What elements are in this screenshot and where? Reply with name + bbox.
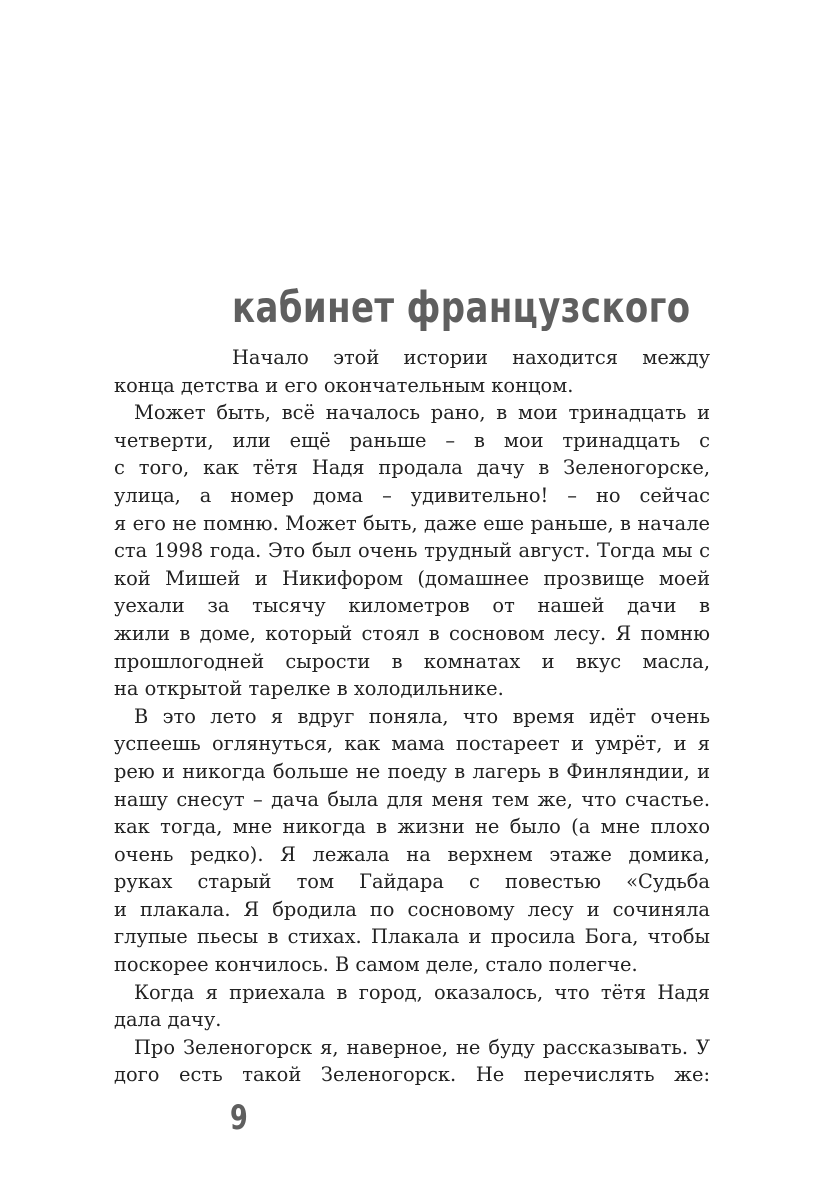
text-line: жили в доме, который стоял в сосновом лесу. Я помню [114, 621, 710, 645]
text-line: Начало этой истории находится между [232, 346, 710, 369]
text-line: и плакала. Я бродила по сосновому лесу и сочиняла [114, 897, 710, 921]
text-line: глупые пьесы в стихах. Плакала и просила Бога, чтобы [114, 925, 710, 949]
text-line: дого есть такой Зеленогорск. Не перечислять же: [114, 1063, 710, 1087]
text-line: четверти, или ещё раньше – в мои тринадцать с [114, 428, 710, 452]
text-line: улица, а номер дома – удивительно! – но сейчас [114, 483, 710, 507]
text-line: поскорее кончилось. В самом деле, стало полегче. [114, 953, 638, 977]
text-line: очень редко). Я лежала на верхнем этаже домика, [114, 842, 710, 866]
text-line: дала дачу. [114, 1008, 222, 1032]
text-line: руках старый том Гайдара с повестью «Судьба [114, 870, 710, 894]
text-line: Может быть, всё началось рано, в мои тринадцать и [134, 401, 710, 425]
text-line: конца детства и его окончательным концом. [114, 373, 574, 397]
text-line: Про Зеленогорск я, наверное, не буду рассказывать. У [134, 1035, 710, 1059]
body-text [114, 344, 710, 1089]
page-number: 9 [230, 1098, 248, 1138]
text-line: прошлогодней сырости в комнатах и вкус масла, [114, 649, 710, 673]
text-line: В это лето я вдруг поняла, что время идёт очень [134, 704, 710, 728]
text-line: на открытой тарелке в холодильнике. [114, 677, 504, 701]
text-line: кой Мишей и Никифором (домашнее прозвище моей [114, 566, 710, 590]
text-line: ста 1998 года. Это был очень трудный август. Тогда мы с [114, 539, 710, 563]
text-line: нашу снесут – дача была для меня тем же, что счастье. [114, 787, 710, 811]
text-line: рею и никогда больше не поеду в лагерь в Финляндии, и [114, 759, 710, 783]
text-line: уехали за тысячу километров от нашей дачи в [114, 594, 710, 618]
text-line: Когда я приехала в город, оказалось, что тётя Надя [134, 980, 710, 1004]
text-line: с того, как тётя Надя продала дачу в Зеленогорске, [114, 456, 710, 480]
text-line: я его не помню. Может быть, даже еше раньше, в начале [114, 511, 710, 535]
text-line: успеешь оглянуться, как мама постареет и умрёт, и я [114, 732, 710, 756]
text-line: как тогда, мне никогда в жизни не было (а мне плохо [114, 815, 710, 839]
chapter-title: кабинет французского [232, 283, 691, 333]
